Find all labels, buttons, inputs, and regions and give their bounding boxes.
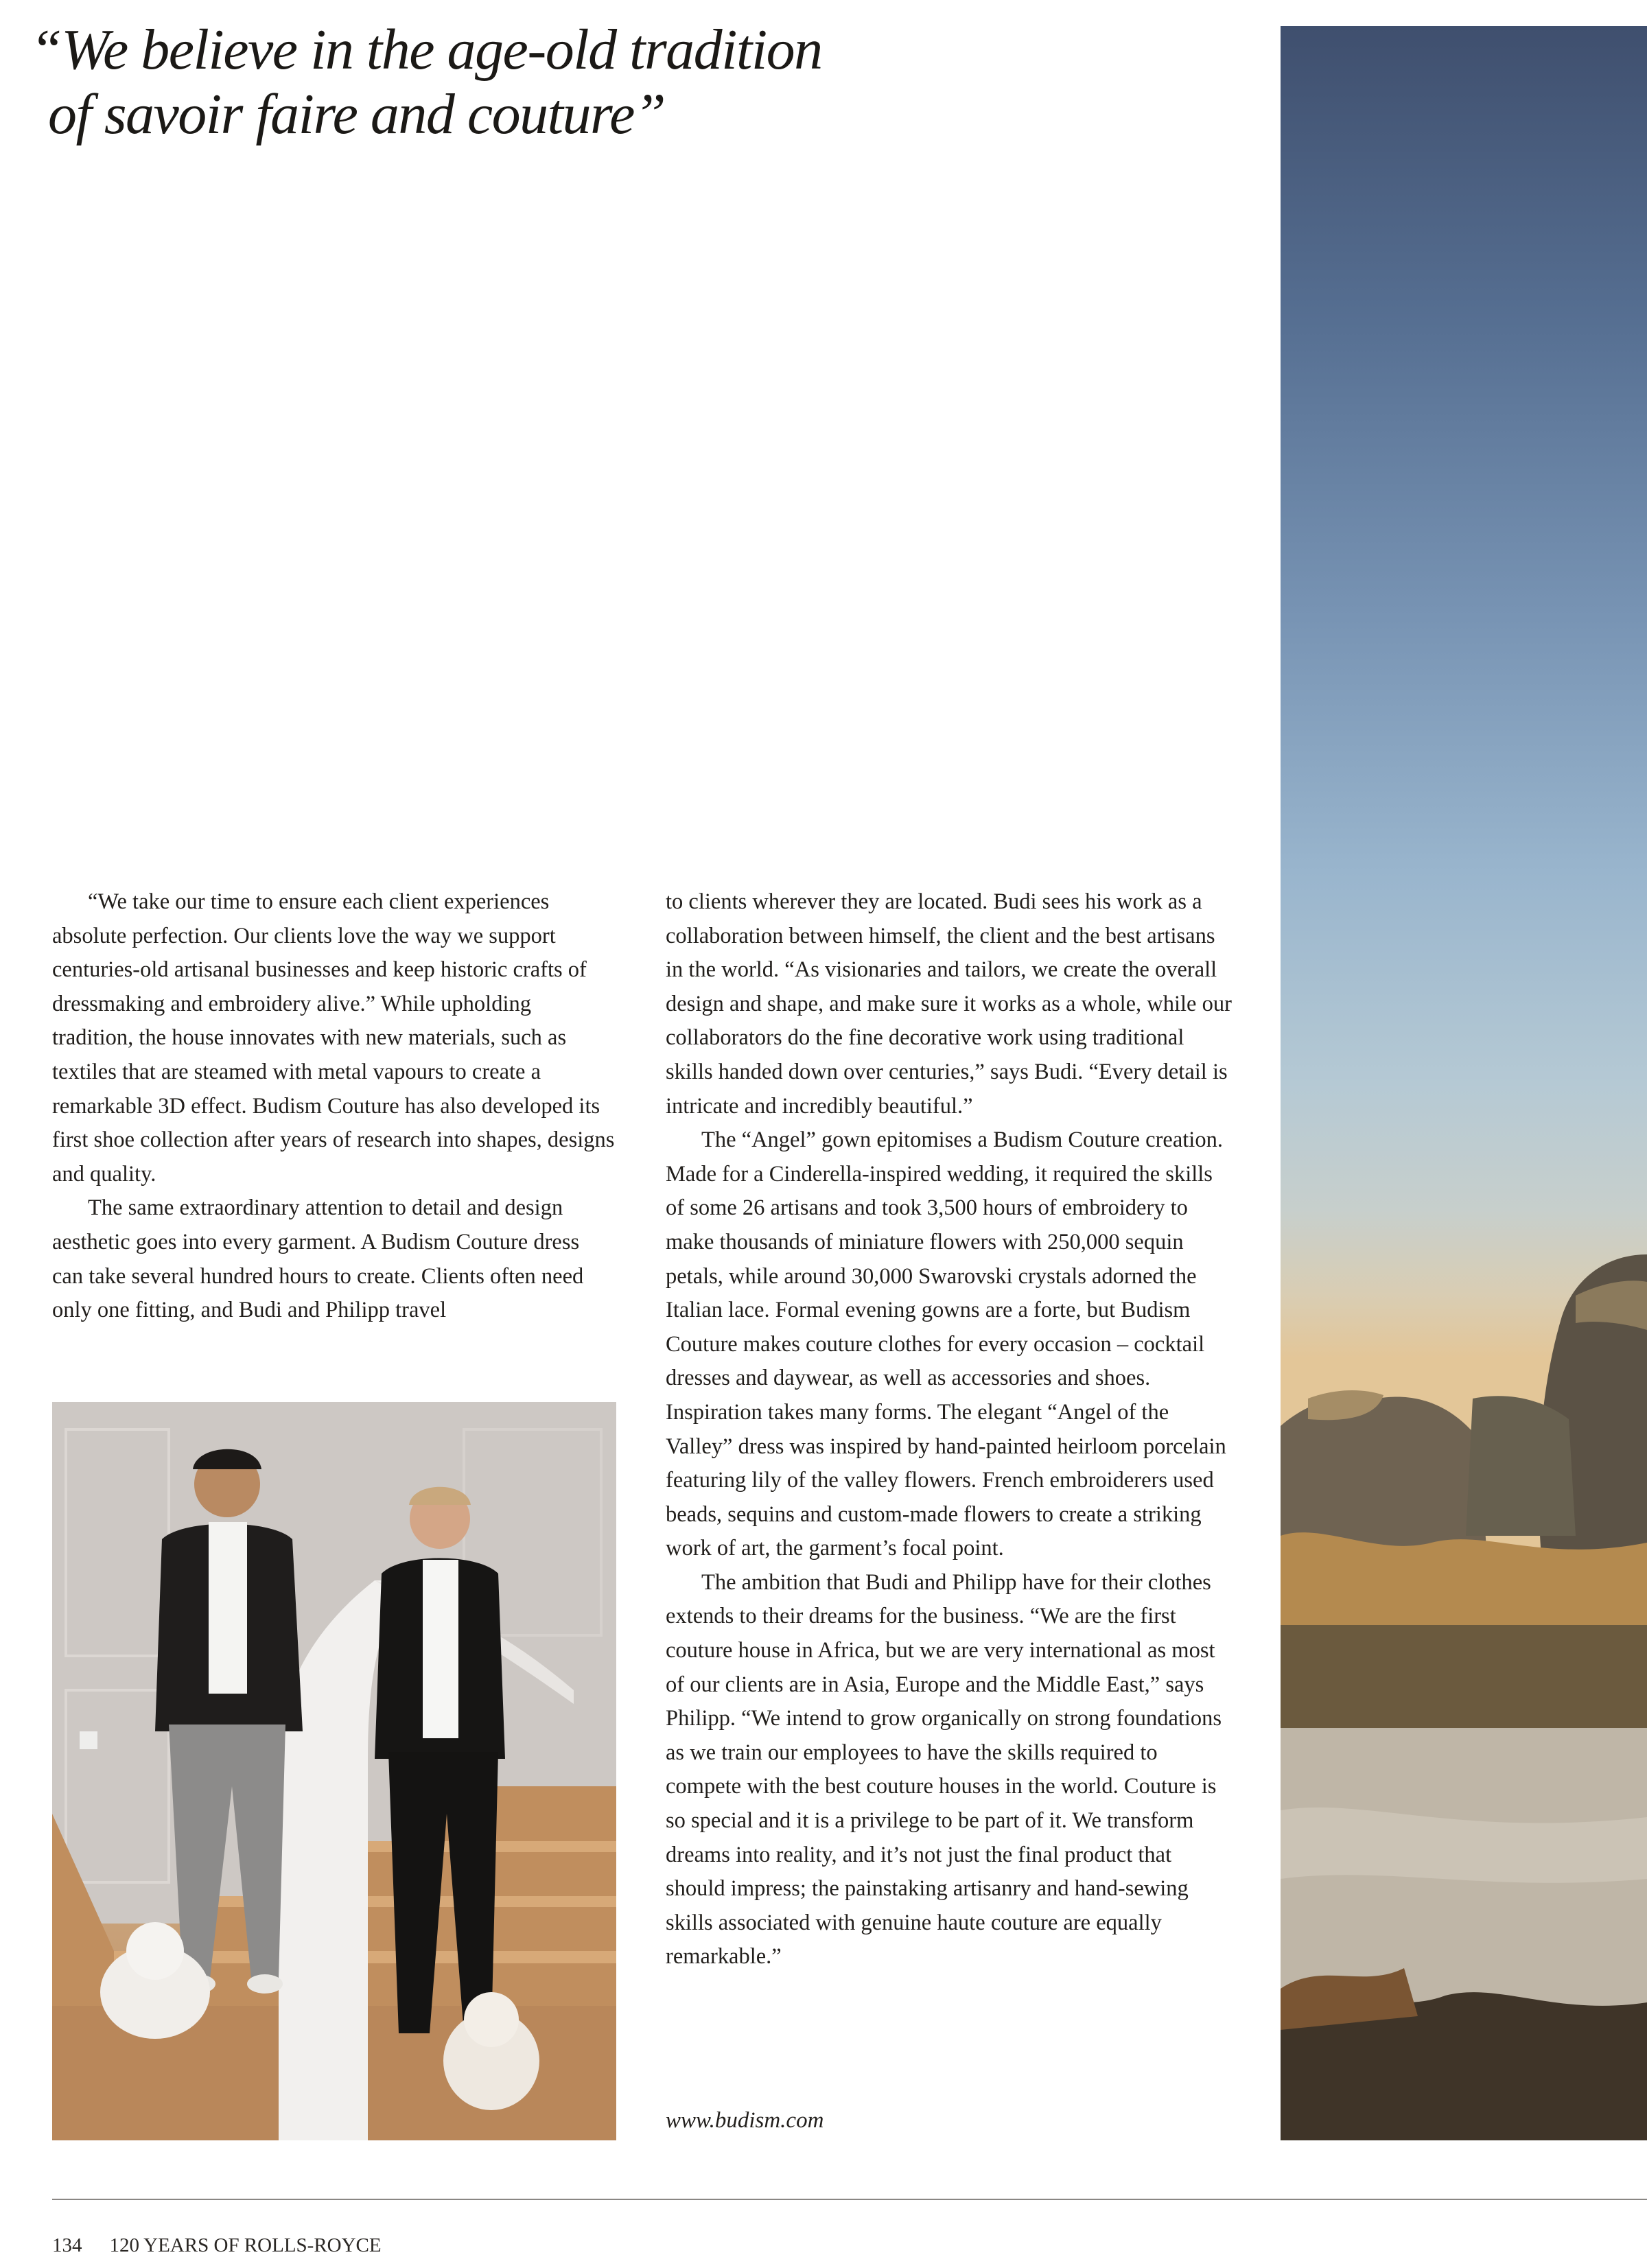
publication-title: 120 YEARS OF ROLLS-ROYCE [109, 2234, 382, 2256]
body-paragraph: The ambition that Budi and Philipp have for their clothes extends to their dreams for the business. “We are the first couture house in Africa, but we are very international as most of our clients are in Asia, Europe and the Middle East,” says Philipp. “We intend to grow organically on strong foundations as we train our employees to have the skills required to compete with the best couture houses in the world. Couture is so special and it is a privilege to be part of it. We transform dreams into reality, and it’s not just the final product that should impress; the painstaking artisanry and hand-sewing skills associated with genuine haute couture are equally remarkable.” [666, 1569, 1222, 1969]
page-number: 134 [52, 2234, 82, 2256]
website-url: www.budism.com [666, 2108, 824, 2133]
right-text-column [666, 885, 1235, 1974]
body-paragraph: The “Angel” gown epitomises a Budism Couture creation. Made for a Cinderella-inspired wedding, it required the skills of some 26 artisans and took 3,500 hours of embroidery to make thousands of miniature flowers with 250,000 sequin petals, while around 30,000 Swarovski crystals adorned the Italian lace. Formal evening gowns are a forte, but Budism Couture makes couture clothes for every occasion – cocktail dresses and daywear, as well as accessories and shoes. Inspiration takes many forms. The elegant “Angel of the Valley” dress was inspired by hand-painted heirloom porcelain featuring lily of the valley flowers. French embroiderers used beads, sequins and custom-made flowers to create a striking work of art, the garment’s focal point. [666, 1127, 1226, 1561]
designers-photo-illustration [52, 1402, 616, 2140]
pull-quote-line-1: “We believe in the age-old tradition [30, 18, 822, 82]
left-text-column [52, 885, 615, 1328]
body-paragraph: to clients wherever they are located. Budi sees his work as a collaboration between himself, the client and the best artisans in the world. “As visionaries and tailors, we create the overall design and shape, and make sure it works as a whole, while our collaborators do the fine decorative work using traditional skills handed down over centuries,” says Budi. “Every detail is intricate and incredibly beautiful.” [666, 889, 1232, 1119]
body-paragraph: The same extraordinary attention to detail and design aesthetic goes into every garment. A Budism Couture dress can take several hundred hours to create. Clients often need only one fitting, and Budi and Philipp travel [52, 1195, 584, 1323]
landscape-photo-illustration [1281, 26, 1647, 2140]
landscape-photo [1281, 26, 1647, 2140]
body-paragraph: “We take our time to ensure each client experiences absolute perfection. Our clients love the way we support centuries-old artisanal businesses and keep historic crafts of dressmaking and embroidery alive.” While upholding tradition, the house innovates with new materials, such as textiles that are steamed with metal vapours to create a remarkable 3D effect. Budism Couture has also developed its first shoe collection after years of research into shapes, designs and quality. [52, 889, 615, 1186]
pull-quote [30, 18, 854, 147]
page-footer [52, 2234, 382, 2257]
footer-rule [52, 2199, 1647, 2200]
pull-quote-line-2: of savoir faire and couture” [48, 82, 666, 146]
designers-photo [52, 1402, 616, 2140]
